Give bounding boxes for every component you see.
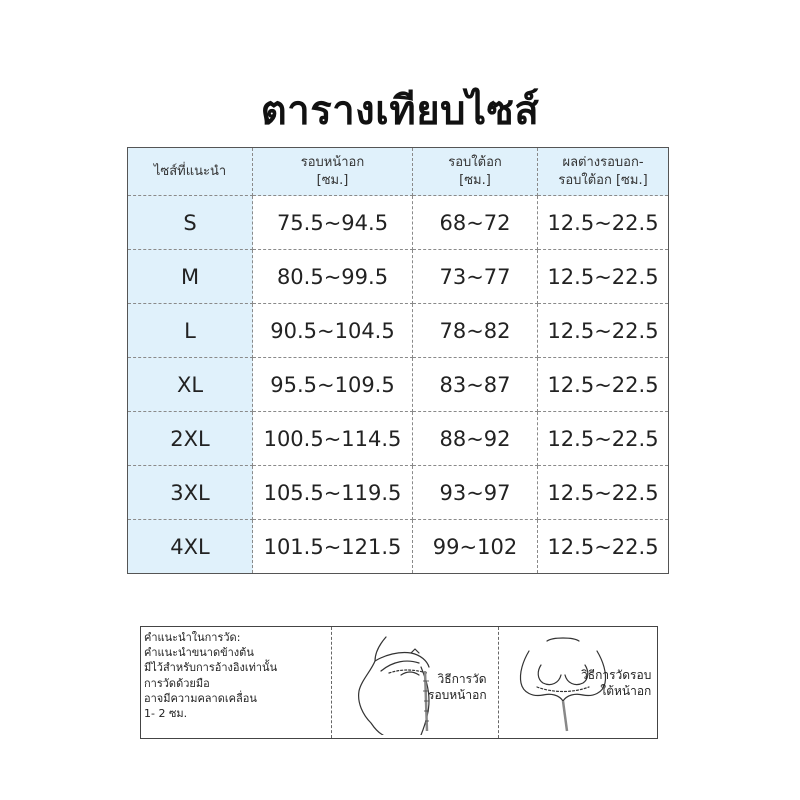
header-recommended-size: ไซส์ที่แนะนำ <box>128 148 253 196</box>
difference-value: 12.5~22.5 <box>538 412 669 466</box>
size-label: 2XL <box>128 412 253 466</box>
difference-value: 12.5~22.5 <box>538 466 669 520</box>
table-row <box>128 358 669 412</box>
table-row <box>128 412 669 466</box>
guide-line: 1- 2 ซม. <box>144 707 188 721</box>
guide-divider <box>498 627 499 738</box>
difference-value: 12.5~22.5 <box>538 304 669 358</box>
table-row <box>128 466 669 520</box>
difference-value: 12.5~22.5 <box>538 250 669 304</box>
bust-value: 101.5~121.5 <box>253 520 413 574</box>
underbust-value: 93~97 <box>413 466 538 520</box>
guide-heading: คำแนะนำในการวัด: <box>144 631 241 644</box>
table-row <box>128 250 669 304</box>
guide-line: อาจมีความคลาดเคลื่อน <box>144 691 257 705</box>
size-label: XL <box>128 358 253 412</box>
underbust-method-label: วิธีการวัดรอบ ใต้หน้าอก <box>581 668 652 698</box>
table-row <box>128 520 669 574</box>
table-header-row <box>128 148 669 196</box>
difference-value: 12.5~22.5 <box>547 534 659 559</box>
guide-line: การวัดด้วยมือ <box>144 676 210 690</box>
bust-value: 105.5~119.5 <box>253 466 413 520</box>
underbust-value: 88~92 <box>413 412 538 466</box>
bust-value: 90.5~104.5 <box>253 304 413 358</box>
bust-value: 80.5~99.5 <box>253 250 413 304</box>
underbust-value: 99~102 <box>413 520 538 574</box>
size-label: 4XL <box>128 520 253 574</box>
underbust-value: 78~82 <box>413 304 538 358</box>
guide-notes <box>144 630 294 721</box>
bust-value: 100.5~114.5 <box>253 412 413 466</box>
size-chart-table <box>127 147 669 574</box>
header-bust-difference: ผลต่างรอบอก- รอบใต้อก [ซม.] <box>538 148 669 196</box>
guide-line: คำแนะนำขนาดข้างต้น <box>144 646 254 660</box>
size-label: 3XL <box>128 466 253 520</box>
underbust-value: 83~87 <box>413 358 538 412</box>
page-title: ตารางเทียบไซส์ <box>260 88 540 134</box>
bust-value: 95.5~109.5 <box>253 358 413 412</box>
size-label: M <box>128 250 253 304</box>
measurement-guide <box>140 626 658 739</box>
guide-line: มีไว้สำหรับการอ้างอิงเท่านั้น <box>144 661 278 675</box>
size-label: L <box>128 304 253 358</box>
bust-method-label: วิธีการวัด รอบหน้าอก <box>428 672 487 702</box>
difference-value: 12.5~22.5 <box>538 358 669 412</box>
bust-value: 75.5~94.5 <box>253 196 413 250</box>
table-row <box>128 196 669 250</box>
underbust-value: 73~77 <box>413 250 538 304</box>
header-bust: รอบหน้าอก [ซม.] <box>253 148 413 196</box>
size-label: S <box>128 196 253 250</box>
difference-value: 12.5~22.5 <box>538 196 669 250</box>
table-row <box>128 304 669 358</box>
header-underbust: รอบใต้อก [ซม.] <box>413 148 538 196</box>
underbust-value: 68~72 <box>413 196 538 250</box>
guide-divider <box>331 627 332 738</box>
